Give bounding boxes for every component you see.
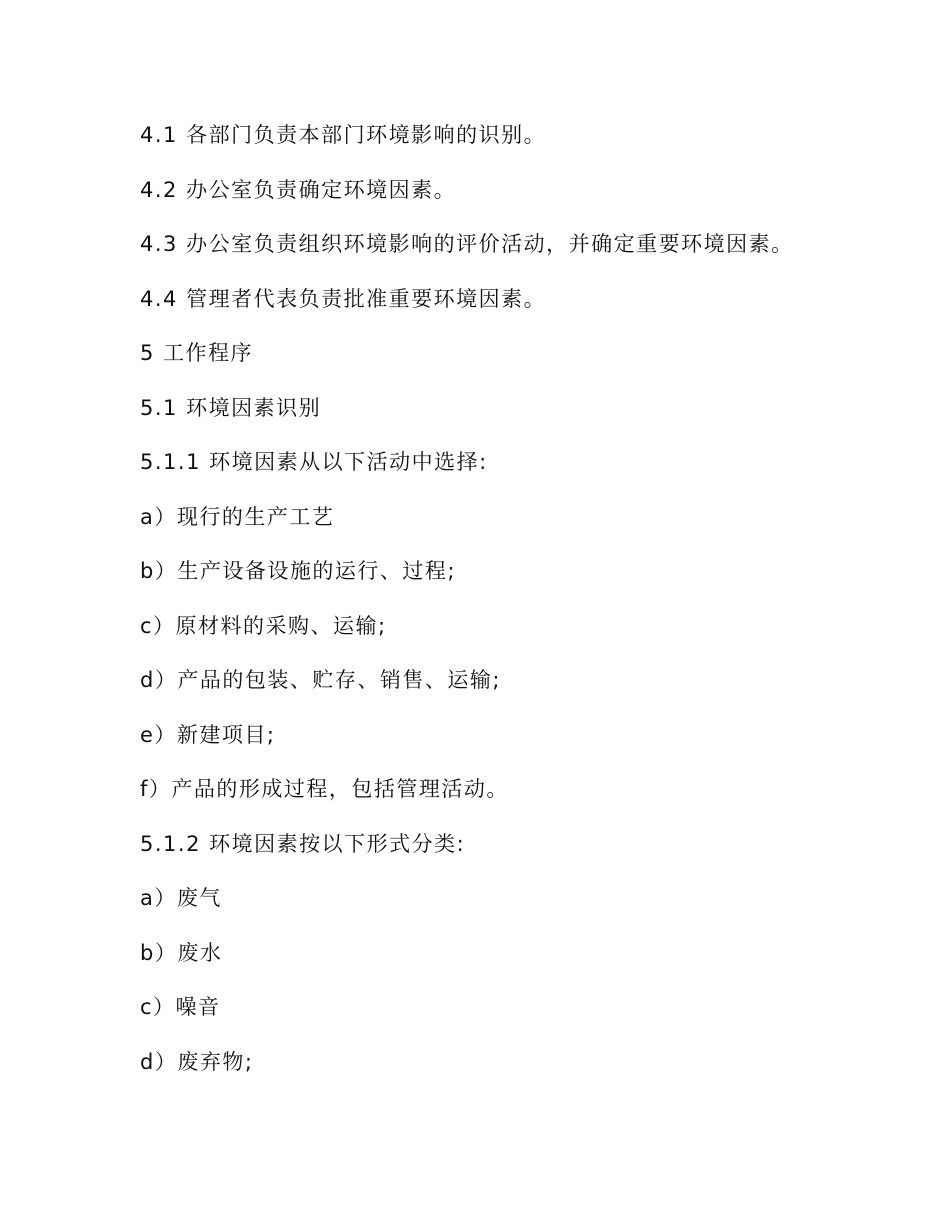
list-item: a）现行的生产工艺 bbox=[140, 504, 335, 529]
clause-4-1: 4.1 各部门负责本部门环境影响的识别。 bbox=[140, 123, 547, 147]
section-heading-5: 5 工作程序 bbox=[140, 341, 254, 365]
list-item: c）原材料的采购、运输; bbox=[140, 613, 387, 638]
list-item: d）产品的包装、贮存、销售、运输; bbox=[140, 668, 501, 692]
clause-4-4: 4.4 管理者代表负责批准重要环境因素。 bbox=[140, 286, 547, 311]
list-item: b）废水 bbox=[140, 940, 223, 965]
list-item: c）噪音 bbox=[140, 995, 221, 1019]
document-body bbox=[140, 117, 810, 1098]
list-item: b）生产设备设施的运行、过程; bbox=[140, 559, 456, 583]
clause-4-2: 4.2 办公室负责确定环境因素。 bbox=[140, 177, 457, 202]
list-item: f）产品的形成过程，包括管理活动。 bbox=[140, 777, 509, 801]
list-item: e）新建项目; bbox=[140, 722, 276, 747]
subsection-heading-5-1: 5.1 环境因素识别 bbox=[140, 395, 322, 420]
clause-5-1-1: 5.1.1 环境因素从以下活动中选择: bbox=[140, 450, 488, 474]
list-item: a）废气 bbox=[140, 886, 222, 910]
clause-5-1-2: 5.1.2 环境因素按以下形式分类: bbox=[140, 831, 466, 856]
list-item: d）废弃物; bbox=[140, 1049, 254, 1074]
clause-4-3: 4.3 办公室负责组织环境影响的评价活动，并确定重要环境因素。 bbox=[140, 232, 794, 256]
